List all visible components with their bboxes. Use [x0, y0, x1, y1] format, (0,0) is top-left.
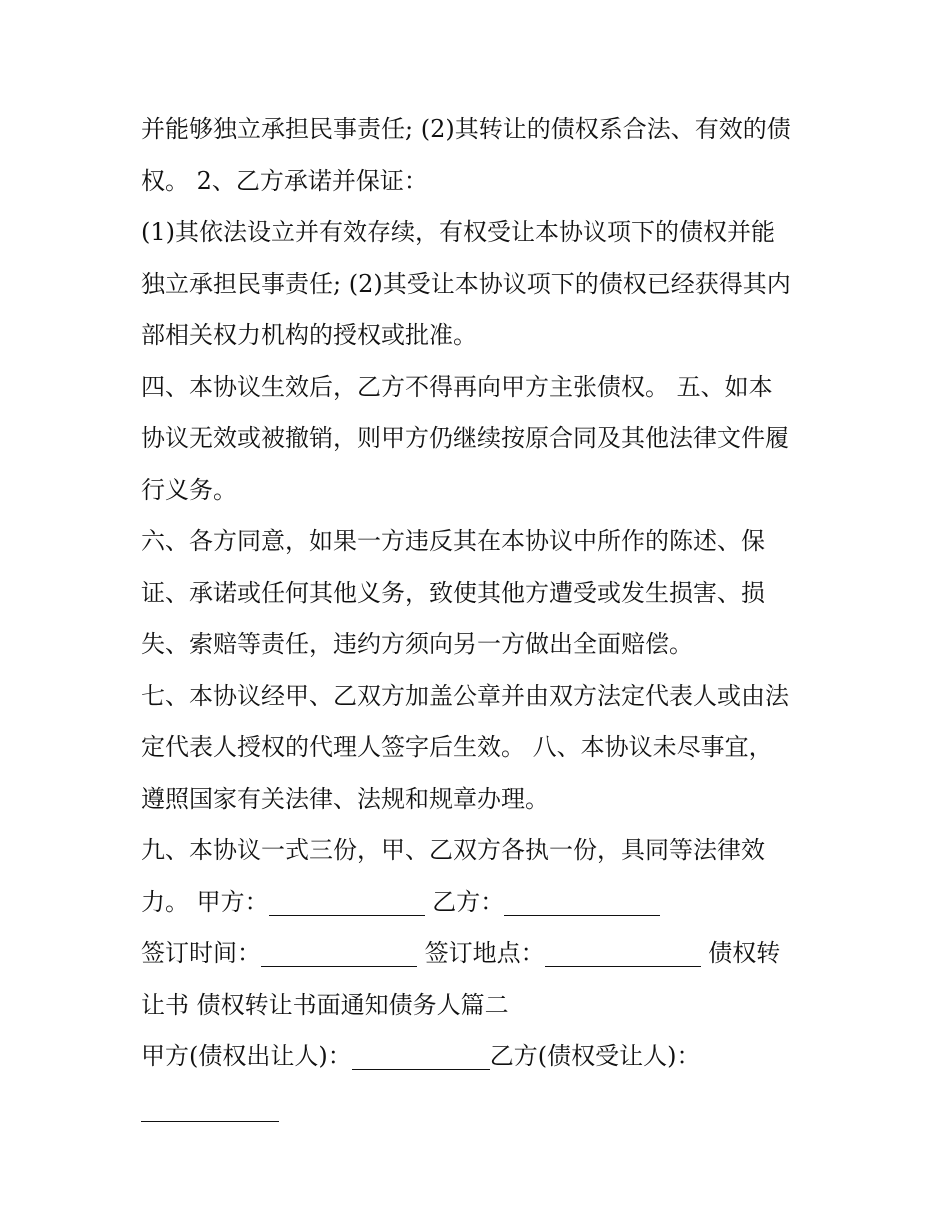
text-segment: 部相关权力机构的授权或批准。: [141, 321, 477, 349]
text-segment: 九、本协议一式三份，甲、乙双方各执一份，具同等法律效: [141, 836, 765, 864]
text-segment: 七、本协议经甲、乙双方加盖公章并由双方法定代表人或由法: [141, 681, 789, 710]
document-body: [141, 104, 831, 1134]
text-line: [141, 207, 831, 259]
text-line: [141, 671, 831, 723]
text-segment: 六、各方同意，如果一方违反其在本协议中所作的陈述、保: [141, 527, 765, 555]
text-line: [141, 156, 831, 208]
text-line: [141, 259, 831, 311]
text-segment: 四、本协议生效后，乙方不得再向甲方主张债权。 五、如本: [141, 372, 773, 401]
text-line: [141, 722, 831, 774]
text-segment: 遵照国家有关法律、法规和规章办理。: [141, 784, 549, 813]
text-segment: 甲方(债权出让人)：: [141, 1042, 352, 1070]
text-segment: 债权转: [700, 939, 781, 967]
text-line: [141, 1031, 831, 1083]
text-line: [141, 362, 831, 414]
text-segment: 协议无效或被撤销，则甲方仍继续按原合同及其他法律文件履: [141, 424, 789, 452]
text-segment: 独立承担民事责任; (2)其受让本协议项下的债权已经获得其内: [141, 269, 791, 298]
text-segment: 乙方(债权受让人)：: [489, 1042, 701, 1070]
text-segment: 乙方：: [424, 887, 505, 916]
text-segment: 签订时间：: [141, 939, 261, 967]
signature-blank: [141, 1091, 279, 1122]
text-segment: 力。 甲方：: [141, 887, 269, 916]
text-segment: 证、承诺或任何其他义务，致使其他方遭受或发生损害、损: [141, 578, 765, 607]
text-segment: 签订地点：: [417, 939, 545, 967]
text-line: [141, 465, 831, 517]
text-line: [141, 825, 831, 877]
text-line: [141, 980, 831, 1032]
text-line: [141, 413, 831, 465]
text-segment: (1)其依法设立并有效存续，有权受让本协议项下的债权并能: [141, 218, 775, 246]
text-line: [141, 104, 831, 156]
signature-blank: [352, 1039, 490, 1070]
text-segment: 行义务。: [141, 475, 237, 504]
text-segment: 权。 2、乙方承诺并保证：: [141, 166, 428, 195]
text-line: [141, 619, 831, 671]
signature-blank: [261, 936, 417, 967]
signature-blank: [504, 885, 660, 916]
text-line: [141, 516, 831, 568]
text-line: [141, 310, 831, 362]
text-line: [141, 774, 831, 826]
text-segment: 并能够独立承担民事责任; (2)其转让的债权系合法、有效的债: [141, 115, 791, 143]
text-line: [141, 1083, 831, 1135]
text-line: [141, 568, 831, 620]
text-line: [141, 928, 831, 980]
text-line: [141, 877, 831, 929]
text-segment: 失、索赔等责任，违约方须向另一方做出全面赔偿。: [141, 630, 693, 658]
text-segment: 定代表人授权的代理人签字后生效。 八、本协议未尽事宜，: [141, 733, 773, 761]
signature-blank: [545, 936, 701, 967]
signature-blank: [269, 885, 425, 916]
text-segment: 让书 债权转让书面通知债务人篇二: [141, 990, 509, 1019]
